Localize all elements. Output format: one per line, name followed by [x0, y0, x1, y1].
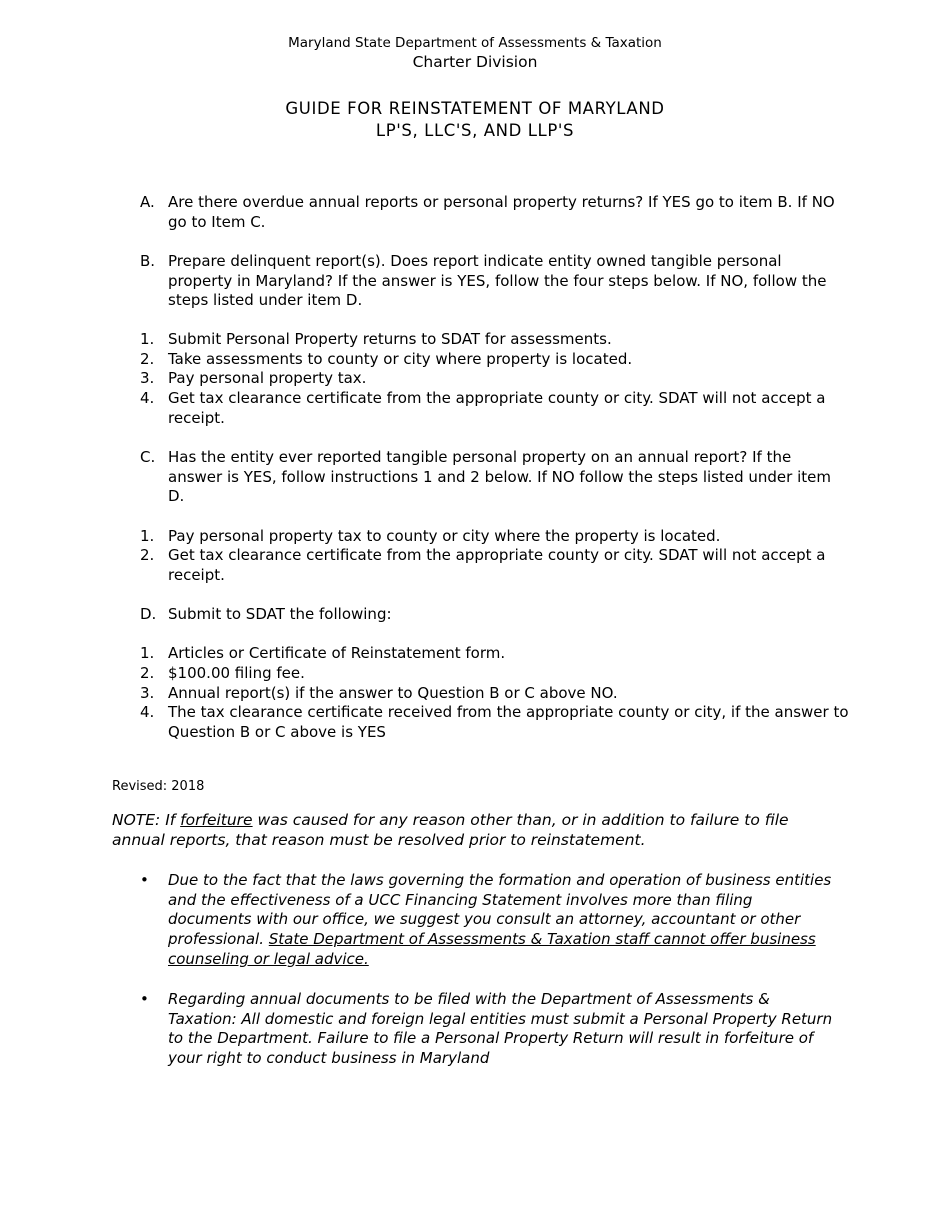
item-text: The tax clearance certificate received from the appropriate county or city, if the answer to Question B or C above is YES	[168, 703, 849, 741]
item-text: Take assessments to county or city where property is located.	[168, 350, 633, 368]
note-prefix: NOTE: If	[112, 811, 181, 829]
bullet-text: Regarding annual documents to be filed with the Department of Assessments & Taxation: All domestic and foreign legal entities must submit a Personal Property Return to the Department. Failure to file a Personal Property Return will result in forfeiture of your right to conduct business in Maryland	[168, 990, 833, 1068]
item-d	[140, 605, 850, 625]
advice-bullet	[140, 871, 840, 970]
bullet-text	[168, 871, 840, 970]
item-text: Annual report(s) if the answer to Question B or C above NO.	[168, 684, 618, 702]
note-suffix: was caused for any reason other than, or in addition to failure to file annual reports, that reason must be resolved prior to reinstatement.	[112, 811, 789, 849]
item-marker: 3.	[140, 684, 155, 702]
item-a	[140, 193, 850, 232]
item-d-step-2	[140, 664, 850, 684]
bullet-icon: •	[140, 871, 149, 889]
item-b-step-3	[140, 369, 850, 389]
item-marker: 2.	[140, 350, 155, 368]
forfeiture-note	[112, 811, 812, 850]
agency-name: Maryland State Department of Assessments & Taxation	[288, 35, 662, 51]
item-marker: 4.	[140, 703, 155, 721]
item-text: Pay personal property tax.	[168, 369, 367, 387]
item-marker: 1.	[140, 330, 155, 348]
item-marker: B.	[140, 252, 156, 270]
item-text: Prepare delinquent report(s). Does report indicate entity owned tangible personal property in Maryland? If the answer is YES, follow the four steps below. If NO, follow the steps listed under item D.	[168, 252, 827, 310]
item-text: Get tax clearance certificate from the appropriate county or city. SDAT will not accept a receipt.	[168, 546, 826, 584]
document-title-line-2: LP'S, LLC'S, AND LLP'S	[375, 121, 575, 140]
item-text: Submit Personal Property returns to SDAT for assessments.	[168, 330, 612, 348]
bullet-icon: •	[140, 990, 149, 1008]
item-marker: 2.	[140, 664, 155, 682]
item-marker: 4.	[140, 389, 155, 407]
item-marker: D.	[140, 605, 157, 623]
item-d-step-4	[140, 703, 850, 742]
item-d-step-3	[140, 684, 850, 704]
item-b-step-4	[140, 389, 850, 428]
item-text: Get tax clearance certificate from the appropriate county or city. SDAT will not accept a receipt.	[168, 389, 826, 427]
item-b-step-2	[140, 350, 850, 370]
item-c-step-2	[140, 546, 850, 585]
item-c-step-1	[140, 527, 850, 547]
item-d-step-1	[140, 644, 850, 664]
division-name: Charter Division	[412, 53, 538, 71]
item-text: Has the entity ever reported tangible personal property on an annual report? If the answer is YES, follow instructions 1 and 2 below. If NO follow the steps listed under item D.	[168, 448, 831, 506]
item-marker: C.	[140, 448, 156, 466]
bullet-underlined: State Department of Assessments & Taxation staff cannot offer business counseling or legal advice.	[168, 930, 816, 968]
item-text: Are there overdue annual reports or personal property returns? If YES go to item B. If NO go to Item C.	[168, 193, 835, 231]
item-text: Pay personal property tax to county or city where the property is located.	[168, 527, 721, 545]
item-marker: A.	[140, 193, 155, 211]
revised-date: Revised: 2018	[112, 779, 205, 794]
document-title-line-1: GUIDE FOR REINSTATEMENT OF MARYLAND	[285, 99, 665, 118]
item-marker: 3.	[140, 369, 155, 387]
item-marker: 1.	[140, 644, 155, 662]
forfeiture-term: forfeiture	[180, 811, 253, 829]
annual-documents-bullet	[140, 990, 840, 1069]
item-b	[140, 252, 850, 311]
item-marker: 1.	[140, 527, 155, 545]
item-text: Articles or Certificate of Reinstatement form.	[168, 644, 506, 662]
item-b-step-1	[140, 330, 850, 350]
item-c	[140, 448, 850, 507]
item-text: $100.00 filing fee.	[168, 664, 305, 682]
bullet-body: Due to the fact that the laws governing the formation and operation of business entities and the effectiveness of a UCC Financing Statement involves more than filing documents with our office, we suggest you consult an attorney, accountant or other professional.	[168, 871, 832, 949]
item-marker: 2.	[140, 546, 155, 564]
item-text: Submit to SDAT the following:	[168, 605, 392, 623]
